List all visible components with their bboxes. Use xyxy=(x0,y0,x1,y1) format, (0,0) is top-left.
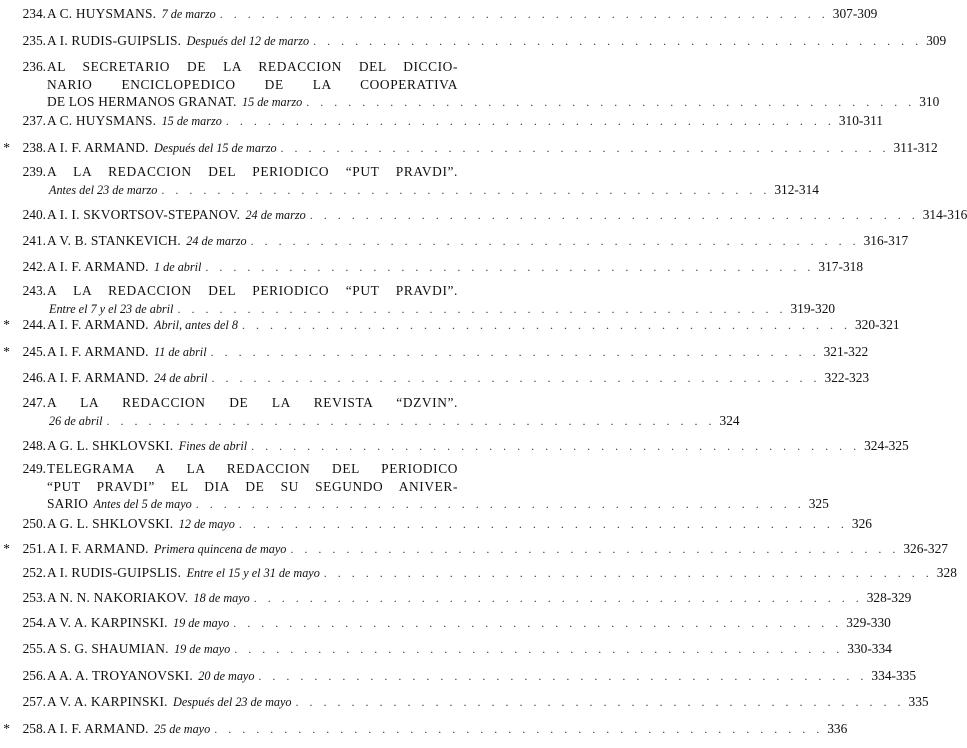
entry-number: 258. xyxy=(22,721,46,736)
entry-date: 25 de mayo xyxy=(154,722,211,736)
entry-date: Antes del 5 de mayo xyxy=(93,497,192,511)
entry-title-line: AL SECRETARIO DE LA REDACCION DEL DICCIO- xyxy=(47,59,458,74)
entry-number: 236. xyxy=(22,59,46,74)
entry-title: A G. L. SHKLOVSKI. xyxy=(47,438,174,453)
entry-number: 250. xyxy=(22,516,46,531)
entry-number: 251. xyxy=(22,541,46,556)
entry-number: 247. xyxy=(22,395,46,410)
entry-pages: 320-321 xyxy=(854,317,900,332)
entry-pages: 312-314 xyxy=(774,181,819,197)
entry-title: A I. F. ARMAND. xyxy=(47,721,149,736)
entry-number: 255. xyxy=(22,641,46,656)
entry-date: 11 de abril xyxy=(154,345,207,359)
entry-title-line: TELEGRAMA A LA REDACCION DEL PERIODICO xyxy=(47,461,458,476)
entry-star: * xyxy=(3,344,10,359)
entry-title: A I. F. ARMAND. xyxy=(47,344,149,359)
entry-number: 240. xyxy=(22,207,46,222)
entry-date: Después del 12 de marzo xyxy=(186,34,310,48)
dot-leader: . . . . . . . . . . . . . . . . . . . . . . . . . . . . . . . . . . . . . . . . . . . . xyxy=(233,616,843,630)
dot-leader: . . . . . . . . . . . . . . . . . . . . . . . . . . . . . . . . . . . . . . . . . . . . xyxy=(177,301,787,316)
dot-leader: . . . . . . . . . . . . . . . . . . . . . . . . . . . . . . . . . . . . . . . . . . . . xyxy=(251,439,861,453)
entry-date: 24 de marzo xyxy=(186,234,247,248)
entry-number: 248. xyxy=(22,438,46,453)
dot-leader: . . . . . . . . . . . . . . . . . . . . . . . . . . . . . . . . . . . . . . . . . . . . xyxy=(250,234,860,248)
dot-leader: . . . . . . . . . . . . . . . . . . . . . . . . . . . . . . . . . . . . . . . . . . . . xyxy=(290,542,900,556)
dot-leader: . . . . . . . . . . . . . . . . . . . . . . . . . . . . . . . . . . . . . . . . . . . . xyxy=(258,669,868,683)
entry-number: 235. xyxy=(22,33,46,48)
entry-number: 238. xyxy=(22,140,46,155)
entry-pages: 325 xyxy=(808,496,829,511)
entry-pages: 321-322 xyxy=(823,344,869,359)
dot-leader: . . . . . . . . . . . . . . . . . . . . . . . . . . . . . . . . . . . . . . . . . . . . xyxy=(241,318,851,332)
entry-pages: 322-323 xyxy=(824,370,870,385)
entry-title-line: “PUT PRAVDI” EL DIA DE SU SEGUNDO ANIVER- xyxy=(47,478,458,494)
dot-leader: . . . . . . . . . . . . . . . . . . . . . . . . . . . . . . . . . . . . . . . . . . . . xyxy=(195,497,805,511)
entry-pages: 319-320 xyxy=(790,300,836,316)
entry-title: A V. A. KARPINSKI. xyxy=(47,615,168,630)
entry-pages: 309 xyxy=(926,33,947,48)
entry-number: 252. xyxy=(22,565,46,580)
entry-title: A I. I. SKVORTSOV-STEPANOV. xyxy=(47,207,241,222)
entry-date: Después del 15 de marzo xyxy=(154,141,277,155)
entry-pages: 317-318 xyxy=(818,259,864,274)
entry-title-line: A LA REDACCION DEL PERIODICO “PUT PRAVDI”. xyxy=(47,164,458,179)
dot-leader: . . . . . . . . . . . . . . . . . . . . . . . . . . . . . . . . . . . . . . . . . . . . xyxy=(306,95,916,109)
entry-title: A C. HUYSMANS. xyxy=(47,6,157,21)
entry-title: A I. F. ARMAND. xyxy=(47,317,149,332)
entry-number: 254. xyxy=(22,615,46,630)
entry-date: 26 de abril xyxy=(49,413,103,428)
entry-title: A I. RUDIS-GUIPSLIS. xyxy=(47,33,182,48)
entry-date: Entre el 15 y el 31 de mayo xyxy=(186,566,320,580)
entry-star: * xyxy=(3,721,10,736)
dot-leader: . . . . . . . . . . . . . . . . . . . . . . . . . . . . . . . . . . . . . . . . . . . . xyxy=(309,208,919,222)
entry-date: 18 de mayo xyxy=(193,591,250,605)
dot-leader: . . . . . . . . . . . . . . . . . . . . . . . . . . . . . . . . . . . . . . . . . . . . xyxy=(210,345,820,359)
dot-leader: . . . . . . . . . . . . . . . . . . . . . . . . . . . . . . . . . . . . . . . . . . . . xyxy=(211,371,821,385)
entry-date: Fines de abril xyxy=(178,439,248,453)
dot-leader: . . . . . . . . . . . . . . . . . . . . . . . . . . . . . . . . . . . . . . . . . . . . xyxy=(205,260,815,274)
entry-date: 24 de marzo xyxy=(245,208,306,222)
entry-title: A I. F. ARMAND. xyxy=(47,541,149,556)
entry-number: 243. xyxy=(22,283,46,298)
entry-date: 15 de marzo xyxy=(241,95,303,109)
entry-pages: 330-334 xyxy=(847,641,892,656)
dot-leader: . . . . . . . . . . . . . . . . . . . . . . . . . . . . . . . . . . . . . . . . . . . . xyxy=(234,642,844,656)
entry-number: 234. xyxy=(22,6,46,21)
entry-date: 7 de marzo xyxy=(161,7,216,21)
entry-number: 257. xyxy=(22,694,46,709)
entry-date: 24 de abril xyxy=(154,371,208,385)
dot-leader: . . . . . . . . . . . . . . . . . . . . . . . . . . . . . . . . . . . . . . . . . . . . xyxy=(106,413,716,428)
entry-date: Entre el 7 y el 23 de abril xyxy=(49,301,174,316)
entry-number: 241. xyxy=(22,233,46,248)
entry-pages: 316-317 xyxy=(863,233,909,248)
dot-leader: . . . . . . . . . . . . . . . . . . . . . . . . . . . . . . . . . . . . . . . . . . . . xyxy=(253,591,863,605)
dot-leader: . . . . . . . . . . . . . . . . . . . . . . . . . . . . . . . . . . . . . . . . . . . . xyxy=(219,7,829,21)
entry-date: 20 de mayo xyxy=(198,669,255,683)
entry-star: * xyxy=(3,317,10,332)
entry-title: A I. F. ARMAND. xyxy=(47,370,149,385)
entry-date: 12 de mayo xyxy=(178,517,235,531)
entry-pages: 328-329 xyxy=(866,590,912,605)
entry-date: 15 de marzo xyxy=(161,114,222,128)
entry-pages: 329-330 xyxy=(846,615,891,630)
entry-pages: 328 xyxy=(936,565,957,580)
entry-number: 246. xyxy=(22,370,46,385)
entry-pages: 324-325 xyxy=(864,438,909,453)
entry-title: A A. A. TROYANOVSKI. xyxy=(47,668,193,683)
entry-title: A N. N. NAKORIAKOV. xyxy=(47,590,189,605)
entry-pages: 311-312 xyxy=(893,140,938,155)
entry-star: * xyxy=(3,140,10,155)
entry-pages: 307-309 xyxy=(832,6,878,21)
entry-number: 237. xyxy=(22,113,46,128)
entry-title: DE LOS HERMANOS GRANAT. xyxy=(47,94,237,109)
entry-date: 19 de mayo xyxy=(173,616,230,630)
entry-title-line: A LA REDACCION DEL PERIODICO “PUT PRAVDI”. xyxy=(47,283,458,298)
entry-pages: 334-335 xyxy=(871,668,917,683)
dot-leader: . . . . . . . . . . . . . . . . . . . . . . . . . . . . . . . . . . . . . . . . . . . . xyxy=(295,695,905,709)
entry-number: 256. xyxy=(22,668,46,683)
entry-star: * xyxy=(3,541,10,556)
dot-leader: . . . . . . . . . . . . . . . . . . . . . . . . . . . . . . . . . . . . . . . . . . . . xyxy=(214,722,824,736)
entry-pages: 335 xyxy=(908,694,929,709)
entry-date: Abril, antes del 8 xyxy=(154,318,238,332)
entry-number: 253. xyxy=(22,590,46,605)
entry-title: SARIO xyxy=(47,496,89,511)
dot-leader: . . . . . . . . . . . . . . . . . . . . . . . . . . . . . . . . . . . . . . . . . . . . xyxy=(238,517,848,531)
entry-number: 244. xyxy=(22,317,46,332)
entry-number: 249. xyxy=(22,461,46,476)
entry-title: A C. HUYSMANS. xyxy=(47,113,157,128)
entry-pages: 326 xyxy=(851,516,872,531)
dot-leader: . . . . . . . . . . . . . . . . . . . . . . . . . . . . . . . . . . . . . . . . . . . . xyxy=(280,141,890,155)
entry-number: 245. xyxy=(22,344,46,359)
dot-leader: . . . . . . . . . . . . . . . . . . . . . . . . . . . . . . . . . . . . . . . . . . . . xyxy=(323,566,933,580)
dot-leader: . . . . . . . . . . . . . . . . . . . . . . . . . . . . . . . . . . . . . . . . . . . . xyxy=(161,182,771,197)
entry-title: A V. A. KARPINSKI. xyxy=(47,694,168,709)
entry-title: A I. RUDIS-GUIPSLIS. xyxy=(47,565,182,580)
entry-pages: 324 xyxy=(719,412,740,428)
entry-number: 242. xyxy=(22,259,46,274)
entry-title: A I. F. ARMAND. xyxy=(47,259,149,274)
entry-number: 239. xyxy=(22,164,46,179)
entry-title: A S. G. SHAUMIAN. xyxy=(47,641,169,656)
entry-pages: 336 xyxy=(827,721,848,736)
dot-leader: . . . . . . . . . . . . . . . . . . . . . . . . . . . . . . . . . . . . . . . . . . . . xyxy=(313,34,923,48)
entry-pages: 326-327 xyxy=(903,541,948,556)
entry-date: Antes del 23 de marzo xyxy=(49,182,158,197)
entry-date: 1 de abril xyxy=(154,260,202,274)
entry-date: Primera quincena de mayo xyxy=(154,542,287,556)
entry-title: A V. B. STANKEVICH. xyxy=(47,233,181,248)
entry-title-line: NARIO ENCICLOPEDICO DE LA COOPERATIVA xyxy=(47,76,458,92)
entry-pages: 310-311 xyxy=(838,113,883,128)
entry-title: A I. F. ARMAND. xyxy=(47,140,149,155)
entry-date: 19 de mayo xyxy=(174,642,231,656)
entry-pages: 310 xyxy=(919,94,940,109)
entry-title: A G. L. SHKLOVSKI. xyxy=(47,516,174,531)
entry-title-line: A LA REDACCION DE LA REVISTA “DZVIN”. xyxy=(47,395,458,410)
entry-pages: 314-316 xyxy=(922,207,967,222)
dot-leader: . . . . . . . . . . . . . . . . . . . . . . . . . . . . . . . . . . . . . . . . . . . . xyxy=(225,114,835,128)
entry-date: Después del 23 de mayo xyxy=(173,695,292,709)
